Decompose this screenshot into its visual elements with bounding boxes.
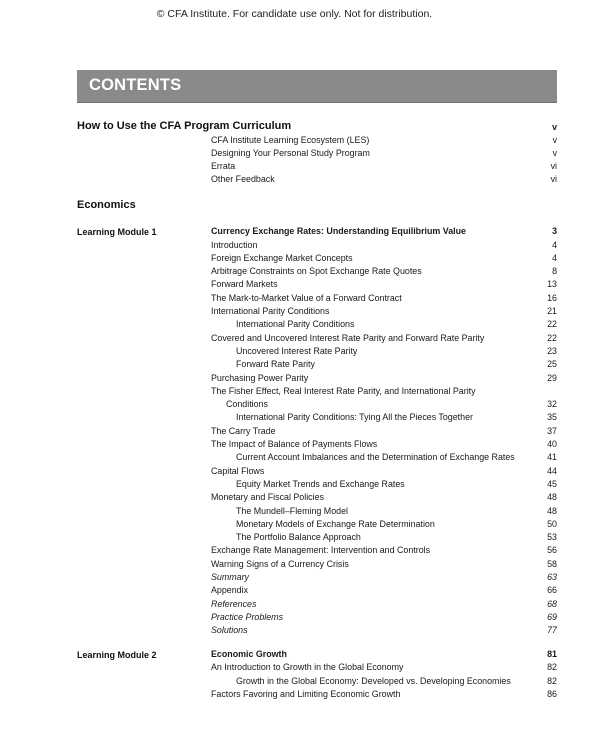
toc-entry-page: 16 xyxy=(547,292,557,303)
toc-entry[interactable] xyxy=(211,411,557,424)
toc-entry[interactable] xyxy=(211,252,557,265)
toc-entry[interactable] xyxy=(211,675,557,688)
toc-entry[interactable] xyxy=(211,239,557,252)
toc-entry-title: Forward Rate Parity xyxy=(236,359,315,370)
toc-entry[interactable] xyxy=(211,278,557,291)
toc-entry-title: Purchasing Power Parity xyxy=(211,372,309,383)
toc-entry[interactable] xyxy=(211,332,557,345)
toc-entry-title: Warning Signs of a Currency Crisis xyxy=(211,558,349,569)
toc-entry-title: Arbitrage Constraints on Spot Exchange Rate Quotes xyxy=(211,266,422,277)
toc-entry[interactable] xyxy=(211,558,557,571)
toc-entry[interactable] xyxy=(211,292,557,305)
toc-entry-title: Summary xyxy=(211,572,249,582)
toc-entry-page: vi xyxy=(550,174,557,184)
toc-entry-page: 44 xyxy=(547,465,557,476)
toc-entry[interactable] xyxy=(211,688,557,701)
toc-entry[interactable] xyxy=(211,305,557,318)
toc-entry[interactable] xyxy=(211,160,557,173)
toc-entry-page: v xyxy=(552,148,557,158)
toc-entry[interactable] xyxy=(211,265,557,278)
toc-entry[interactable] xyxy=(211,478,557,491)
toc-entry[interactable] xyxy=(211,465,557,478)
toc-entry-title: Equity Market Trends and Exchange Rates xyxy=(236,478,405,489)
toc-entry-title: International Parity Conditions xyxy=(211,306,330,316)
toc-entry-page: 45 xyxy=(547,478,557,489)
toc-entry-title: International Parity Conditions: Tying All the Pieces Together xyxy=(236,412,473,423)
toc-entry-page: 58 xyxy=(547,558,557,569)
toc-entry-title: The Fisher Effect, Real Interest Rate Parity, and International Parity xyxy=(211,385,476,396)
toc-entry[interactable] xyxy=(211,318,557,331)
howto-page: v xyxy=(552,122,557,132)
toc-entry-page: v xyxy=(552,135,557,145)
toc-entry-page: 8 xyxy=(552,266,557,277)
toc-entry-page: 82 xyxy=(547,675,557,686)
toc-entry-page: 48 xyxy=(547,505,557,516)
toc-entry-page: 4 xyxy=(552,252,557,263)
copyright-notice: © CFA Institute. For candidate use only. Not for distribution. xyxy=(156,8,433,20)
toc-entry-page: 29 xyxy=(547,372,557,383)
toc-entry-title: The Portfolio Balance Approach xyxy=(236,532,361,543)
toc-entry-title: Factors Favoring and Limiting Economic Growth xyxy=(211,688,401,699)
module2-label: Learning Module 2 xyxy=(77,650,157,660)
toc-entry[interactable] xyxy=(211,134,557,147)
howto-title[interactable]: How to Use the CFA Program Curriculum xyxy=(77,120,292,132)
toc-entry[interactable] xyxy=(211,491,557,504)
toc-entry[interactable] xyxy=(211,438,557,451)
toc-entry-page: 50 xyxy=(547,518,557,529)
toc-entry[interactable] xyxy=(211,385,557,398)
toc-entry-title: Covered and Uncovered Interest Rate Parity and Forward Rate Parity xyxy=(211,332,485,343)
toc-entry-title: Errata xyxy=(211,161,236,171)
toc-entry-page: 82 xyxy=(547,662,557,673)
toc-entry-title: International Parity Conditions xyxy=(236,319,355,330)
toc-entry-title: Other Feedback xyxy=(211,174,275,184)
toc-entry-page: 37 xyxy=(547,425,557,436)
toc-entry[interactable] xyxy=(211,531,557,544)
toc-entry-title: Conditions xyxy=(226,399,268,410)
toc-entry-title: Foreign Exchange Market Concepts xyxy=(211,252,353,263)
economics-title: Economics xyxy=(77,199,136,211)
toc-entry-page: 66 xyxy=(547,585,557,596)
toc-entry-page: 35 xyxy=(547,412,557,423)
toc-entry[interactable] xyxy=(211,544,557,557)
toc-entry-page: 22 xyxy=(547,332,557,343)
toc-entry-page: 56 xyxy=(547,545,557,556)
toc-entry-page: 22 xyxy=(547,319,557,330)
toc-entry-title: Forward Markets xyxy=(211,279,278,290)
toc-entry-title: Exchange Rate Management: Intervention and Controls xyxy=(211,545,431,556)
toc-entry[interactable] xyxy=(211,611,557,624)
toc-entry-page: 21 xyxy=(547,306,557,316)
toc-entry-page: 69 xyxy=(547,611,557,622)
toc-entry[interactable] xyxy=(211,398,557,411)
toc-entry-title: Monetary and Fiscal Policies xyxy=(211,492,324,503)
toc-entry-title: Introduction xyxy=(211,239,258,250)
toc-entry[interactable] xyxy=(211,648,557,661)
toc-entry-page: 4 xyxy=(552,239,557,250)
toc-entry-page: 81 xyxy=(547,649,557,659)
toc-entry-page: 53 xyxy=(547,532,557,543)
toc-entry[interactable] xyxy=(211,147,557,160)
toc-entry-title: CFA Institute Learning Ecosystem (LES) xyxy=(211,135,370,145)
toc-entry-page: 25 xyxy=(547,359,557,370)
toc-entry[interactable] xyxy=(211,571,557,584)
contents-banner xyxy=(77,70,557,103)
contents-heading: CONTENTS xyxy=(89,76,182,94)
toc-entry[interactable] xyxy=(211,358,557,371)
toc-entry[interactable] xyxy=(211,173,557,186)
howto-page-row xyxy=(211,121,557,134)
toc-entry-title: The Carry Trade xyxy=(211,425,276,436)
toc-entry-title: Growth in the Global Economy: Developed vs. Developing Economies xyxy=(236,675,511,686)
toc-entry-page: 23 xyxy=(547,345,557,356)
toc-entry-title: The Impact of Balance of Payments Flows xyxy=(211,439,378,449)
toc-entry[interactable] xyxy=(211,584,557,597)
toc-entry-title: Solutions xyxy=(211,625,248,636)
toc-entry-title: The Mundell–Fleming Model xyxy=(236,505,348,516)
toc-entry[interactable] xyxy=(211,505,557,518)
toc-entry[interactable] xyxy=(211,225,557,238)
toc-entry[interactable] xyxy=(211,661,557,674)
toc-entry-page: 41 xyxy=(547,452,557,463)
toc-entry-page: 40 xyxy=(547,439,557,449)
toc-entry-page: 77 xyxy=(547,625,557,636)
toc-entry[interactable] xyxy=(211,345,557,358)
module1-label: Learning Module 1 xyxy=(77,227,157,237)
toc-entry[interactable] xyxy=(211,372,557,385)
toc-entry-title: The Mark-to-Market Value of a Forward Contract xyxy=(211,292,402,303)
toc-entry-title: Appendix xyxy=(211,585,249,596)
toc-entry-page: 13 xyxy=(547,279,557,290)
toc-entry-title: Currency Exchange Rates: Understanding Equilibrium Value xyxy=(211,226,466,236)
toc-entry-page: 32 xyxy=(547,399,557,410)
toc-entry[interactable] xyxy=(211,624,557,637)
toc-entry-title: Capital Flows xyxy=(211,465,265,476)
toc-entry[interactable] xyxy=(211,451,557,464)
toc-entry-page: 48 xyxy=(547,492,557,503)
toc-entry-page: vi xyxy=(550,161,557,171)
toc-entry-page: 63 xyxy=(547,572,557,582)
toc-entry-title: Monetary Models of Exchange Rate Determination xyxy=(236,518,435,529)
toc-entry[interactable] xyxy=(211,518,557,531)
toc-entry[interactable] xyxy=(211,598,557,611)
toc-entry-title: Economic Growth xyxy=(211,649,287,659)
toc-entry[interactable] xyxy=(211,425,557,438)
toc-entry-title: Practice Problems xyxy=(211,611,284,622)
toc-entry-title: References xyxy=(211,598,257,609)
toc-entry-page: 3 xyxy=(552,226,557,236)
toc-entry-page: 86 xyxy=(547,688,557,699)
toc-entry-title: Designing Your Personal Study Program xyxy=(211,148,370,158)
toc-entry-title: An Introduction to Growth in the Global Economy xyxy=(211,662,404,673)
toc-entry-page: 68 xyxy=(547,598,557,609)
toc-entry-title: Current Account Imbalances and the Determination of Exchange Rates xyxy=(236,452,515,463)
toc-entry-title: Uncovered Interest Rate Parity xyxy=(236,345,358,356)
